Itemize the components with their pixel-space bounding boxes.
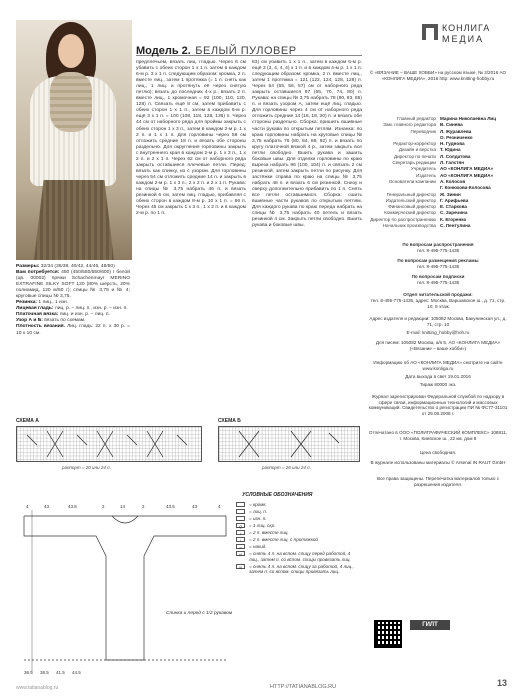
credit-person: Марина Николаевна Лиц [440, 116, 497, 121]
photo-face [58, 34, 84, 68]
credit-person: Ж. Зинин [440, 191, 461, 197]
garter-value: лиц. и изн. р. – лиц. п. [59, 312, 110, 318]
top-dim-2: 43.5 [68, 504, 77, 509]
credit-role: Генеральный директор [386, 191, 436, 197]
credit-person: В. Синева [440, 122, 463, 128]
credit-person: Л. Солдатова [440, 153, 471, 159]
bottom-dim-1: 38.5 [40, 670, 49, 675]
print-house-logo: ГИЛТ [410, 620, 450, 630]
price: Цена свободная. [419, 450, 457, 455]
credit-person: А. Колосов [440, 178, 466, 184]
legend-symbol: / [236, 530, 245, 535]
legend-symbol: o [236, 544, 245, 549]
logo-line-1: КОНЛИГА [442, 23, 491, 33]
legend-item [236, 502, 354, 508]
dist-tel: тел. 8-495-775-1435 [416, 248, 460, 253]
post-address: Для писем: 105082 Москва, а/я 5, АО «КОНЛИГА МЕДИА» («Вязание – ваше хобби») [375, 340, 501, 351]
bottom-dim-2: 41.5 [56, 670, 65, 675]
top-dim-6: 43.5 [166, 504, 175, 509]
legend-item [236, 544, 354, 550]
legend-title: УСЛОВНЫЕ ОБОЗНАЧЕНИЯ [242, 492, 313, 498]
top-dim-7: 43 [192, 504, 198, 509]
sales-text: тел. 8-495-775-1435, адрес: Москва, Варшавское ш., д. 71, стр. 10, 9 этаж [370, 298, 506, 309]
density-value: Лиц. гладь: 22 п. х 30 р. = 10 х 10 см. [16, 324, 130, 336]
materials-notice: В журнале использованы материалы © Arsenal IN RAUT GmbH [370, 460, 506, 465]
bottom-dim-0: 36.5 [24, 670, 33, 675]
credit-role: Редактор-корректор [393, 141, 436, 147]
credit-role: Коммерческий директор [384, 210, 436, 216]
legend-text: = 2 п. вместе лиц. с протяжкой [249, 536, 318, 542]
logo-line-2: МЕДИА [442, 34, 485, 44]
instructions-column-2: 83) см убавить 1 х 1 п., затем в каждом 6-м р. ещё 3 (3, 4, 4, 4) х 1 п. и в каждом 4-м р. 1 х 1 п. следующим образом: кромка, 2 п. вместе лиц., затем 1 протяжка = 121 (122, 124, 128, 128) п. Через 54 (55, 56, 57) см от наборного ряда закрыть оставшиеся 97 (65, 70, 74, 80) п. Рукава: на спицы № 3,75 набрать 78 (80, 83, 86) п. и вязать узором А, затем ещё лиц. гладью. Для горловины через 4 см от наборного ряда отложить средние 14 (16, 18, 20) п. и вязать обе стороны раздельно. Сборка: пришить вшивные части рукава по открытым петлям. Изнанка: по краю горловины набрать на круговые спицы № 3,75 набрать 76 (80, 84, 88, 92) п. и вязать по кругу платочной вязкой 4 р., затем закрыть все петли свободно. Вшить рукава и зашить боковые швы. Для отделки горловины по краю выреза набрать 96 (100, 104) п. и связать 2 см резинкой, затем закрыть петли по рисунку. Для застёжки справа по краю на спицы № 3,75 набрать 48 п. и вязать 6 см резинкой. Снизу и сверху дополнительно прибавить по 1 п. Снять все петли оставшимися. Сборка: сшить вшивные части рукавов по открытым петлям. Для каждого рукава по краю переда набрать на спицы № 3,75 набрать 40 петель и вязать резинкой 4 см. Закрыть петли свободно. Вшить рукава и боковые швы. [252, 60, 362, 229]
schema-b-rapport: раппорт = 26 или 24 п. [262, 465, 311, 470]
credit-person: АО «КОНЛИГА МЕДИА» [440, 166, 494, 172]
legend-symbol: Q [236, 523, 245, 528]
legend-symbol [236, 509, 245, 514]
credit-person: С. Пентулина [440, 223, 471, 229]
legend-text: = изн. п. [249, 515, 267, 521]
credit-role: Издательский директор [385, 197, 436, 203]
circulation: Тираж 80000 экз. [419, 382, 457, 387]
credit-person: К. Егоренко [440, 216, 467, 222]
credit-role: Переводчик [410, 128, 436, 134]
materials-value: 450 (450/550/550/600) г белой (цв. 00002) пряжи Schachenmayr MERINO EXTRAFINE SILKY SOFT 120 (80% шерсть, 20% полиамид, 120 м/50 г); спицы № 3,75 и № 4; круговые спицы № 3,75. [16, 270, 130, 300]
ads-title: По вопросам размещения рекламы [397, 258, 479, 263]
legend-text: = кромк. [249, 502, 267, 507]
photo-skirt [34, 180, 114, 260]
top-dim-3: 2 [102, 504, 105, 509]
credit-person: Е. Старкова [440, 204, 467, 210]
logo-mark-icon [422, 24, 438, 40]
legend-item [236, 551, 354, 563]
printing: Отпечатано в ООО «ПОЛИГРАФИЧЕСКИЙ КОМПЛЕКС» 108811, г. Москва, Киевское ш., 22 км, дом 8 [368, 430, 508, 441]
schema-a-symbols [17, 427, 203, 463]
materials-label: Вам потребуется: [16, 270, 60, 276]
credit-person: Г. Конюхова-Колосова [440, 185, 491, 191]
rib-label: Резинка: [16, 300, 38, 306]
pattern-value: вязать по схемам. [44, 318, 86, 324]
model-photo [16, 20, 132, 260]
legend-item [236, 509, 354, 515]
credit-person: Т. Юдина [440, 147, 461, 153]
imprint-sidebar [368, 20, 508, 670]
legend-item [236, 537, 354, 543]
credit-role: Основатели компании [388, 178, 436, 184]
model-name: БЕЛЫЙ ПУЛОВЕР [195, 45, 297, 57]
legend-item [236, 530, 354, 536]
legend-text: = 2 п. вместе лиц. [249, 529, 289, 535]
legend-item [236, 564, 354, 576]
legend-symbol: – [236, 516, 245, 521]
legend-symbol: \ [236, 537, 245, 542]
credit-role: Издатель [416, 172, 436, 178]
legend-text: = снять 4 п. на вспом. спицу перед работой, 4 лиц., затем п. со вспом. спицы провязать лиц. [249, 550, 351, 562]
footer-url[interactable]: HTTP://TATIANABLOG.RU [270, 684, 337, 690]
garter-label: Платочная вязка: [16, 312, 59, 318]
model-title [136, 41, 362, 56]
credit-person: Л. Журавлева [440, 128, 472, 134]
credit-person: Л. Галстян [440, 160, 464, 166]
credits-list [368, 116, 508, 229]
bottom-dim-3: 44.5 [72, 670, 81, 675]
sizes-value: 32/34 (36/38, 40/42, 44/46, 48/50) [40, 264, 115, 269]
credit-person: Г. Арифьева [440, 197, 469, 203]
legend-text: = лиц. п. [249, 508, 268, 514]
credit-person: Н. Гуднова [440, 141, 465, 147]
pattern-caption: Спинка и перед с 1/2 рукавом [166, 611, 233, 616]
specs-column [16, 264, 130, 414]
credit-person: С. Заречина [440, 210, 468, 216]
credit-role: Главный редактор [396, 116, 436, 121]
top-dim-5: 2 [142, 504, 145, 509]
garment-pattern [16, 496, 234, 678]
release-date: Дата выхода в свет 19.01.2016 [405, 374, 471, 379]
plain-label: Лицевая гладь: [16, 306, 54, 312]
publisher-address: Адрес издателя и редакции: 105082 Москва, Бакунинская ул., д. 71, стр. 10 [369, 316, 507, 327]
instructions-column-1: предплечьем, вязать лиц. гладью. Через 6 см убавить с обеих сторон 1 х 1 п. затем в каждом 6-м р. 3 х 1 п. следующим образом: кромка, 2 п. вместе лиц., затем 1 протяжка (= 1 п. снять как лиц., 1 лиц. и протянуть её через снятую петлю); вязать до последних 4-х р., вязать 2 п. вместе лиц., 1 кромочная = 92 (100, 110, 120, 128) п. Связать ещё 8 см, затем прибавить с обеих сторон 1 х 1 п., затем в каждом 6-м р. ещё 3 х 1 п. = 100 (108, 118, 128, 136) п. Через 44 см от наборного ряда для проймы закрыть с обеих сторон 1 х 3 п., затем в каждом 2-м р. 1 х 2 п. и 1 х 1 п. Для горловины через 58 см отложить средние 18 п. и вязать обе стороны раздельно. Для округления горловины закрыть с внутреннего края в каждом 2-м р. 1 х 3 п., 1 х 2 п. и 2 х 1 п. Через 62 см от наборного ряда закрыть оставшиеся плечевые петли. Перед: вязать как спинку, но с узором. Для горловины через 54 см отложить средние 14 п. и закрыть в каждом 2-м р. 1 х 3 п., 2 х 2 п. и 2 х 1 п. Рукава: на спицы № 3,75 набрать 46 п. и вязать резинкой 6 см, затем лиц. гладью, прибавляя с обеих сторон в каждом 8-м р. 10 х 1 п. = 66 п. Через 45 см закрыть 1 х 3 п., 1 х 2 п. и в каждом 2-м р. по 1 п. [136, 60, 246, 217]
top-dim-0: 4 [26, 504, 29, 509]
top-dim-8: 4 [218, 504, 221, 509]
rights-notice: Все права защищены. Перепечатка материалов только с разрешения издателя. [376, 476, 500, 487]
legend-symbol: /// [236, 551, 245, 556]
schema-a-rapport: раппорт = 20 или 24 п. [62, 465, 111, 470]
top-dim-1: 43 [44, 504, 50, 509]
legend-text: = 1 лиц. скр. [249, 522, 276, 528]
copyright: © «ВЯЗАНИЕ – ВАШЕ ХОББИ» на русском языке, № 2/2016 АО «КОНЛИГА МЕДИА», 2016 http: www.knitting-hobby.ru [369, 70, 507, 81]
credit-row [368, 223, 508, 229]
schema-a-label: СХЕМА А [16, 418, 39, 424]
subs-title: По вопросам подписки [411, 274, 465, 279]
dist-title: По вопросам распространения [402, 242, 474, 247]
legend-symbol: \\\ [236, 564, 245, 569]
publisher-logo [422, 20, 492, 56]
credit-role: Учредитель [410, 166, 436, 172]
credit-role: Начальник производства [382, 223, 436, 229]
schema-b-symbols [219, 427, 361, 463]
legend-text: = снять 4 п. на вспом. спицу за работой, 4 лиц., затем п. со вспом. спицы провязать лиц. [249, 563, 354, 575]
legend [236, 502, 354, 576]
watermark: www.tatianablog.ru [16, 685, 59, 691]
legend-item [236, 516, 354, 522]
registration: Журнал зарегистрирован Федеральной службой по надзору в сфере связи, информационных технологий и массовых коммуникаций. Свидетельство о регистрации ПИ № ФС77-31101 от 29.08.2008 г. [368, 394, 508, 416]
ads-tel: тел. 8-495-775-1435 [416, 264, 460, 269]
email: E-mail: knitting_hobby@hoh.ru [406, 330, 470, 335]
credit-role: Финансовый директор [388, 204, 436, 210]
legend-symbol [236, 502, 245, 507]
schema-a-chart [16, 426, 202, 462]
credit-role: Зам. главного редактора [383, 122, 436, 128]
credit-person: О. Резниченко [440, 134, 473, 140]
credit-role: Секретарь редакции [392, 160, 436, 166]
schema-b-chart [218, 426, 360, 462]
credit-role: Дизайн и верстка [398, 147, 436, 153]
sizes-label: Размеры: [16, 264, 40, 269]
credit-person: АО «КОНЛИГА МЕДИА» [440, 172, 494, 178]
subs-tel: тел. 8-495-775-1435 [416, 280, 460, 285]
sales-title: Отдел читательской продажи: [403, 292, 473, 297]
company-info: Информацию об АО «КОНЛИГА МЕДИА» смотрите на сайте www.konliga.ru [373, 360, 503, 371]
credit-role: Директор по печати [393, 153, 436, 159]
page-number: 13 [497, 678, 508, 688]
top-dim-4: 14 [120, 504, 126, 509]
rib-value: 1 лиц., 1 изн. [38, 300, 69, 306]
legend-item [236, 523, 354, 529]
legend-text: = накид [249, 543, 266, 549]
qr-code-icon [374, 620, 402, 648]
density-label: Плотность вязания. [16, 324, 65, 330]
pattern-drawing [16, 496, 234, 678]
schema-b-label: СХЕМА Б [218, 418, 241, 424]
photo-scarf [50, 72, 92, 132]
model-number: Модель 2. [136, 45, 191, 57]
plain-value: лиц. р. – лиц. п., изн. р. – изн. п. [54, 306, 128, 312]
credit-role: Директор по распространению [370, 216, 436, 222]
pattern-label: Узор А и Б: [16, 318, 43, 324]
